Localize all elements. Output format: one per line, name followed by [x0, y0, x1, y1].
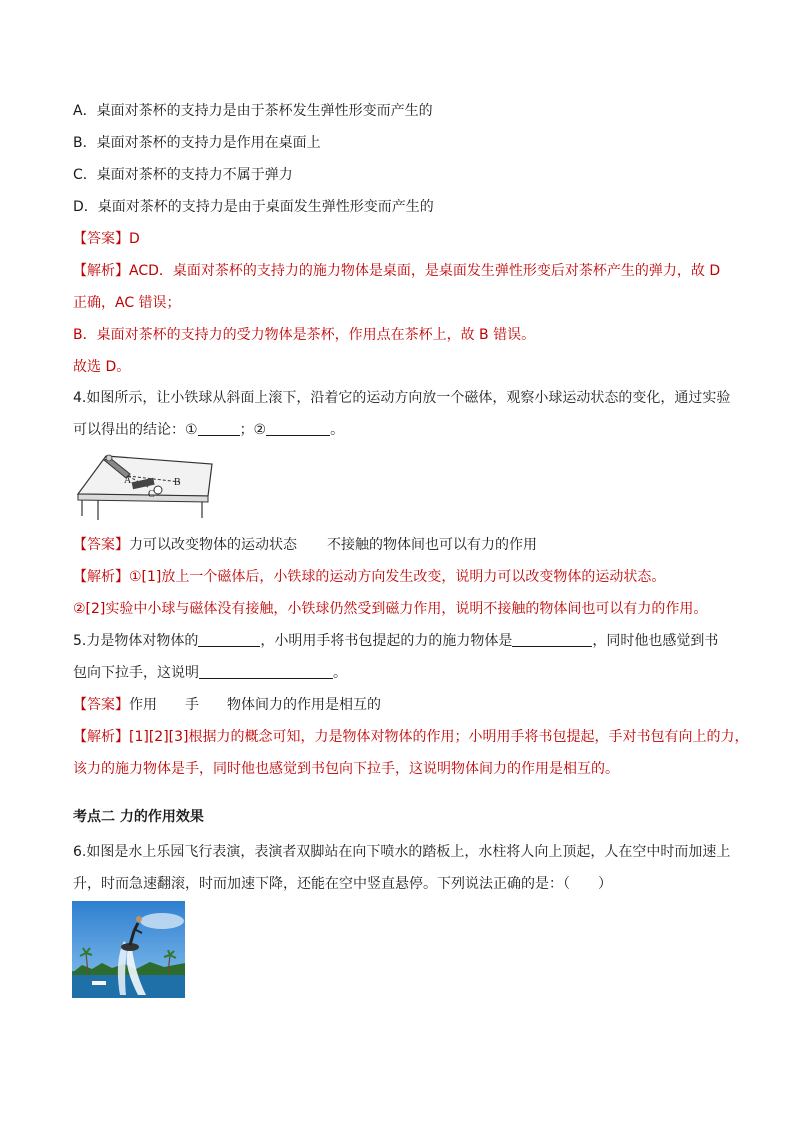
q4-stem-text: 。 — [330, 422, 345, 438]
answer-text: 力可以改变物体的运动状态 — [129, 537, 297, 553]
answer-tag: 【答案】 — [73, 537, 129, 553]
answer-text: 作用 — [129, 697, 157, 713]
option-b: B．桌面对茶杯的支持力是作用在桌面上 — [73, 135, 321, 151]
analysis-text: [1][2][3]根据力的概念可知，力是物体对物体的作用；小明用手将书包提起，手对书包有向上的力， — [129, 729, 749, 745]
answer-blank-2[interactable] — [512, 632, 592, 647]
q5-stem-text: ，同时他也感觉到书 — [592, 633, 719, 649]
answer-text: 手 — [185, 697, 199, 713]
q5-stem-text: ，小明用手将书包提起的力的施力物体是 — [260, 633, 513, 649]
label-c: C — [148, 489, 155, 500]
label-b: B — [174, 477, 181, 488]
q4-analysis-line-2: ②[2]实验中小球与磁体没有接触，小铁球仍然受到磁力作用，说明不接触的物体间也可以有力的作用。 — [73, 601, 708, 617]
flyboard-photo — [72, 901, 185, 998]
analysis-tag: 【解析】 — [73, 263, 129, 279]
q5-analysis-line-2: 该力的施力物体是手，同时他也感觉到书包向下拉手，这说明物体间力的作用是相互的。 — [73, 761, 619, 777]
analysis-text: ①[1]放上一个磁体后，小铁球的运动方向发生改变，说明力可以改变物体的运动状态。 — [129, 569, 666, 585]
q6-stem-line-2: 升，时而急速翻滚，时而加速下降，还能在空中竖直悬停。下列说法正确的是：（ ） — [73, 876, 612, 892]
section-title: 考点二 力的作用效果 — [73, 809, 204, 825]
answer-blank-1[interactable] — [198, 421, 240, 436]
analysis-tag: 【解析】 — [73, 729, 129, 745]
answer-tag: 【答案】 — [73, 231, 129, 247]
analysis-text: ACD．桌面对茶杯的支持力的施力物体是桌面，是桌面发生弹性形变后对茶杯产生的弹力，故 D — [129, 263, 721, 279]
q4-answer — [73, 536, 537, 554]
q3-answer — [73, 230, 140, 248]
answer-tag: 【答案】 — [73, 697, 129, 713]
q3-analysis-line-1 — [73, 262, 720, 280]
answer-text: 物体间力的作用是相互的 — [227, 697, 381, 713]
answer-blank-3[interactable] — [199, 664, 333, 679]
q3-analysis-line-2: 正确，AC 错误； — [73, 295, 181, 311]
q5-answer — [73, 696, 381, 714]
q4-stem-line-1: 4.如图所示，让小铁球从斜面上滚下，沿着它的运动方向放一个磁体，观察小球运动状态的变化，通过实验 — [73, 390, 731, 406]
q3-conclusion: 故选 D。 — [73, 359, 131, 375]
q4-stem-line-2 — [73, 421, 344, 439]
analysis-tag: 【解析】 — [73, 569, 129, 585]
option-d: D．桌面对茶杯的支持力是由于桌面发生弹性形变而产生的 — [73, 199, 434, 215]
q4-analysis-line-1 — [73, 568, 665, 586]
answer-text: D — [129, 231, 140, 247]
q5-stem-line-1 — [73, 632, 718, 650]
answer-text: 不接触的物体间也可以有力的作用 — [327, 537, 537, 553]
q5-stem-line-2 — [73, 664, 347, 682]
q6-stem-line-1: 6.如图是水上乐园飞行表演，表演者双脚站在向下喷水的踏板上，水柱将人向上顶起，人在空中时而加速上 — [73, 844, 731, 860]
answer-blank-2[interactable] — [266, 421, 330, 436]
q5-analysis-line-1 — [73, 728, 749, 746]
incline-magnet-figure — [76, 450, 218, 522]
q5-stem-text: 5.力是物体对物体的 — [73, 633, 199, 649]
option-c: C．桌面对茶杯的支持力不属于弹力 — [73, 167, 293, 183]
answer-blank-1[interactable] — [198, 632, 260, 647]
option-a: A．桌面对茶杯的支持力是由于茶杯发生弹性形变而产生的 — [73, 103, 433, 119]
q4-stem-text: ；② — [239, 422, 267, 438]
q4-stem-text: 可以得出的结论：① — [73, 422, 198, 438]
q3-analysis-line-3: B．桌面对茶杯的支持力的受力物体是茶杯，作用点在茶杯上，故 B 错误。 — [73, 327, 536, 343]
q5-stem-text: 包向下拉手，这说明 — [73, 665, 199, 681]
label-a: A — [124, 475, 132, 486]
q5-stem-text: 。 — [333, 665, 347, 681]
